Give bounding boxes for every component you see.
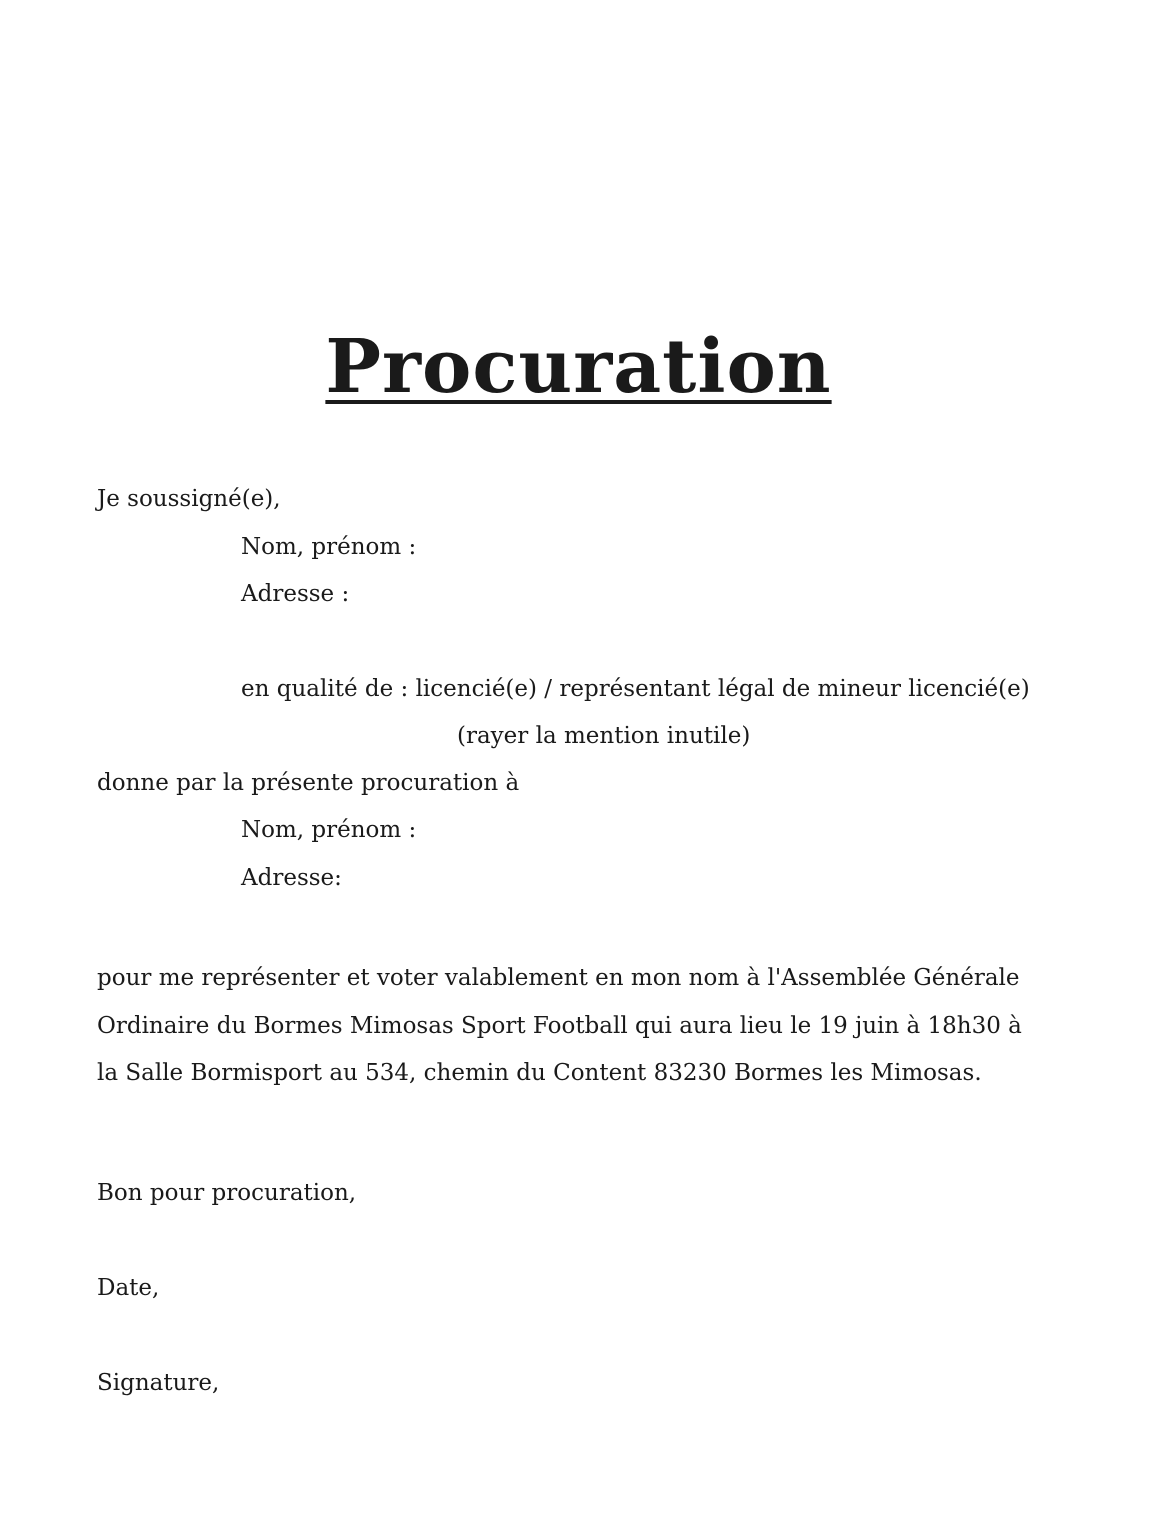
document-title-text: Procuration — [325, 324, 832, 410]
grantor-name-label: Nom, prénom : — [241, 534, 417, 560]
purpose-line: la Salle Bormisport au 534, chemin du Content 83230 Bormes les Mimosas. — [97, 1060, 982, 1086]
grant-statement: donne par la présente procuration à — [97, 770, 520, 796]
document-title — [0, 322, 1157, 412]
purpose-paragraph — [97, 955, 1072, 1098]
capacity-note: (rayer la mention inutile) — [457, 723, 751, 749]
grantor-capacity: en qualité de : licencié(e) / représentant légal de mineur licencié(e) — [241, 676, 1030, 702]
closing-statement: Bon pour procuration, — [97, 1180, 357, 1206]
purpose-line: pour me représenter et voter valablement en mon nom à l'Assemblée Générale — [97, 965, 1020, 991]
proxy-name-label: Nom, prénom : — [241, 817, 417, 843]
grantor-address-label: Adresse : — [241, 581, 350, 607]
date-label: Date, — [97, 1275, 160, 1301]
grantor-intro: Je soussigné(e), — [97, 486, 281, 512]
purpose-line: Ordinaire du Bormes Mimosas Sport Football qui aura lieu le 19 juin à 18h30 à — [97, 1012, 1022, 1039]
proxy-address-label: Adresse: — [241, 865, 342, 891]
signature-label: Signature, — [97, 1370, 220, 1396]
